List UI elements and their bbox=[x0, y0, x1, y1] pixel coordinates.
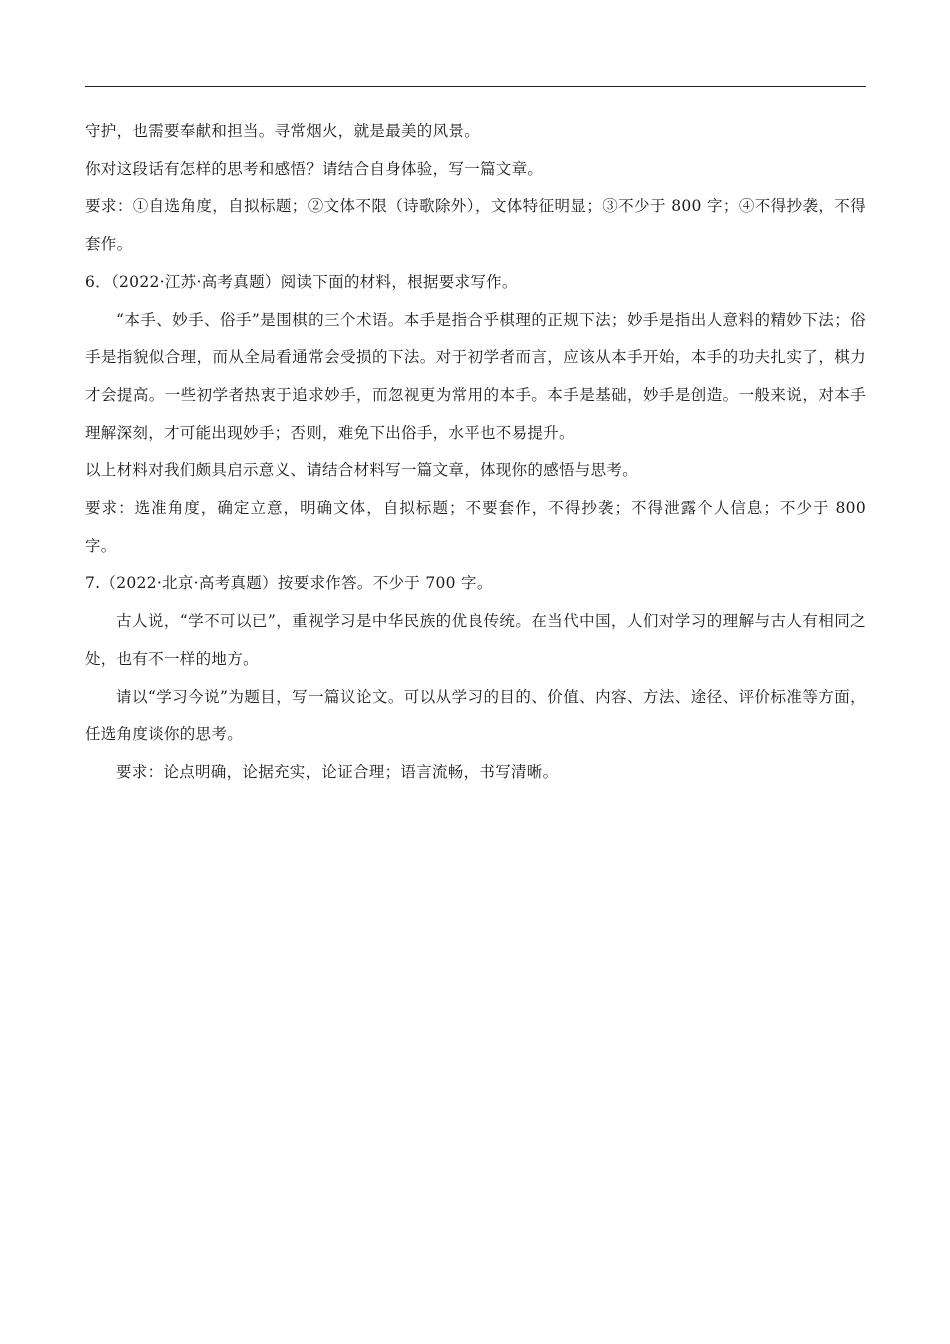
paragraph-prev-task-requirements: 要求：①自选角度，自拟标题；②文体不限（诗歌除外），文体特征明显；③不少于 800 字；④不得抄袭，不得套作。 bbox=[85, 197, 866, 254]
header-rule bbox=[85, 86, 866, 87]
document-body bbox=[85, 113, 866, 792]
paragraph-prev-task-ending: 守护，也需要奉献和担当。寻常烟火，就是最美的风景。 bbox=[85, 122, 481, 140]
question-7-material: 古人说，“学不可以已”，重视学习是中华民族的优良传统。在当代中国，人们对学习的理解与古人有相同之处，也有不一样的地方。 bbox=[85, 612, 866, 668]
question-7-prompt: 请以“学习今说”为题目，写一篇议论文。可以从学习的目的、价值、内容、方法、途径、评价标准等方面，任选角度谈你的思考。 bbox=[85, 687, 866, 744]
question-7-requirements: 要求：论点明确，论据充实，论证合理；语言流畅，书写清晰。 bbox=[116, 762, 559, 781]
paragraph-prev-task-prompt: 你对这段话有怎样的思考和感悟？请结合自身体验，写一篇文章。 bbox=[85, 159, 544, 178]
question-6-material: “本手、妙手、俗手”是围棋的三个术语。本手是指合乎棋理的正规下法；妙手是指出人意料的精妙下法；俗手是指貌似合理，而从全局看通常会受损的下法。对于初学者而言，应该从本手开始，本手的功夫扎实了，棋力才会提高。一些初学者热衷于追求妙手，而忽视更为常用的本手。本手是基础，妙手是创造。一般来说，对本手理解深刻，才可能出现妙手；否则，难免下出俗手，水平也不易提升。 bbox=[85, 310, 866, 442]
question-7-heading: 7.（2022·北京·高考真题）按要求作答。不少于 700 字。 bbox=[85, 574, 493, 593]
question-6-requirements: 要求：选准角度，确定立意，明确文体，自拟标题；不要套作，不得抄袭；不得泄露个人信息；不少于 800 字。 bbox=[85, 499, 866, 555]
question-6-prompt: 以上材料对我们颇具启示意义、请结合材料写一篇文章，体现你的感悟与思考。 bbox=[85, 461, 639, 480]
question-6-heading: 6．（2022·江苏·高考真题）阅读下面的材料，根据要求写作。 bbox=[85, 272, 518, 291]
